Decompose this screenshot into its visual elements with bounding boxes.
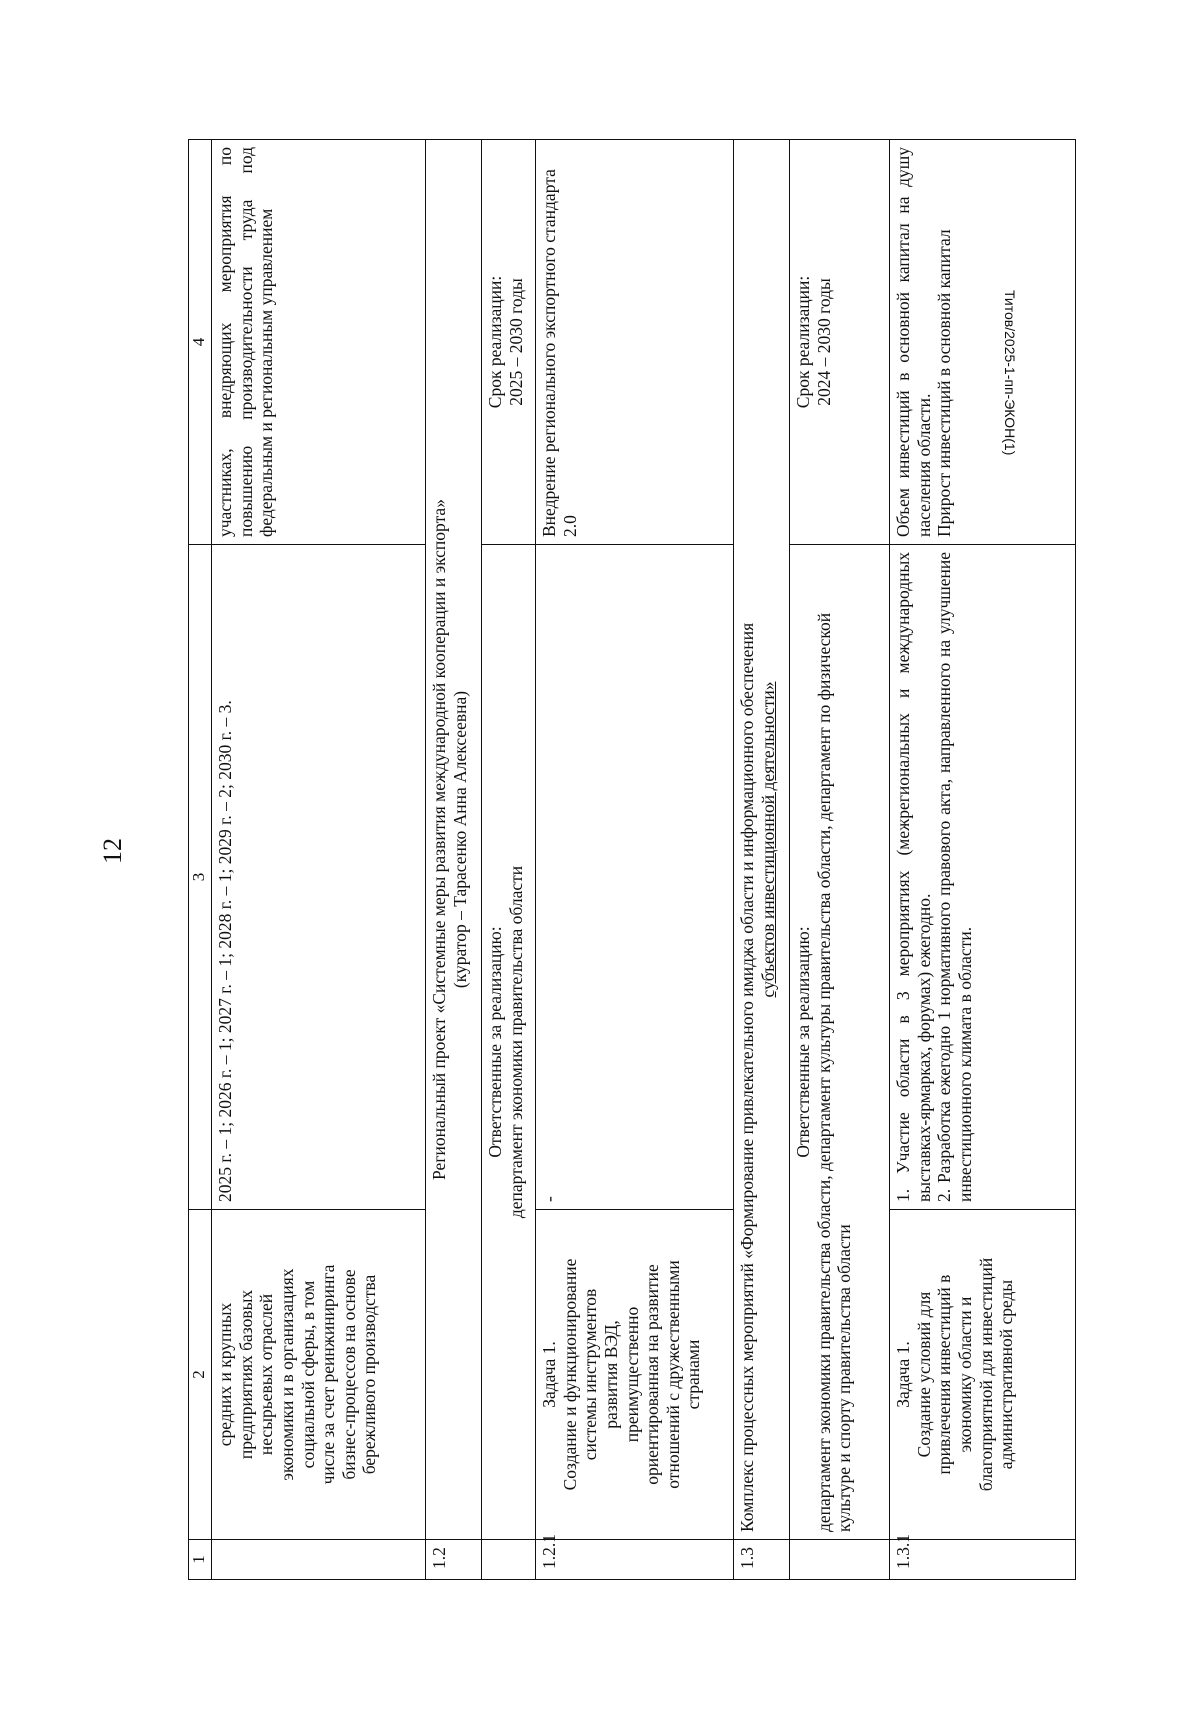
table-row-continuation [212,140,426,1580]
table-row-1-2-responsible [482,140,536,1580]
task-line: отношений с дружественными [662,1260,683,1489]
cell-number: 1.2 [426,1540,482,1580]
cell-number: 1.3 [734,1540,790,1580]
task-label: Задача 1. [539,1341,559,1408]
responsible-cell [482,545,536,1540]
responsible-label: Ответственные за реализацию: [793,926,813,1158]
table-row-1-3 [734,140,790,1580]
process-complex-title [734,140,790,1540]
page-number: 12 [98,838,127,864]
text-line: экономики и в организациях [276,1268,297,1481]
task-label: Задача 1. [893,1341,913,1408]
table-row-1-3-responsible [790,140,890,1580]
task-line: Создание и функционирование [559,1258,580,1491]
header-col-1: 1 [189,1540,212,1580]
text-line: средних и крупных [215,1302,235,1447]
complex-title-line: субъектов инвестиционной деятельности» [757,681,778,998]
table-row-1-2-1 [536,140,734,1580]
result-cell: - [536,545,734,1210]
task-line: благоприятной для инвестиций [975,1257,996,1492]
task-line: экономику области и [954,1296,975,1453]
project-curator: (куратор – Тарасенко Анна Алексеевна) [449,690,470,989]
text-line: бережливого производства [359,1274,380,1475]
responsible-value: департамент экономики правительства области [505,865,526,1219]
header-col-4: 4 [189,140,212,545]
text-line: несырьевых отраслей [256,1293,277,1456]
text-line: социальной сферы, в том [297,1280,318,1469]
complex-title-line: Комплекс процессных мероприятий «Формирование привлекательного имиджа области и информационного обеспечения [737,622,757,1532]
responsible-value: департамент экономики правительства области, департамент культуры правительства области, департамент по физической культуре и спорту правительства области [813,612,855,1532]
task-line: административной среды [996,1279,1017,1470]
text-line: бизнес-процессов на основе [338,1269,359,1480]
result-item: 2. Разработка ежегодно 1 нормативного правового акта, направленного на улучшение инвестиционного климата в области. [934,552,975,1202]
task-cell [536,1210,734,1540]
text-line: числе за счет реинжиниринга [318,1264,339,1485]
cell-continued-description [212,1210,426,1540]
cell-number-empty [790,1540,890,1580]
cell-number-empty [212,1540,426,1580]
term-label: Срок реализации: [485,275,505,409]
regional-project-title [426,140,482,1540]
task-line: привлечения инвестиций в [934,1274,955,1475]
indicators-cell [890,140,1076,545]
project-title-line: Региональный проект «Системные меры развития международной кооперации и экспорта» [429,499,449,1180]
results-cell [890,545,1076,1210]
task-cell [890,1210,1076,1540]
indicator-item: Объем инвестиций в основной капитал на душу населения области. [893,147,934,537]
table-container [188,140,1076,1580]
document-footer-code: Титов/2025-1-пп-ЭКОН(1) [1002,290,1018,456]
indicator-item: Прирост инвестиций в основной капитал [934,229,955,537]
table-row-1-3-1 [890,140,1076,1580]
term-cell [482,140,536,545]
responsible-label: Ответственные за реализацию: [485,926,505,1158]
cell-indicator: участниках, внедряющих мероприятия по повышению производительности труда под федеральным и региональным управлением [212,140,426,545]
task-line: ориентированная на развитие [642,1264,663,1485]
header-col-3: 3 [189,545,212,1210]
task-line: странами [683,1339,704,1410]
cell-number: 1.3.1 [890,1540,1076,1580]
plan-table [188,139,1076,1580]
table-row-1-2 [426,140,482,1580]
term-value: 2025 – 2030 годы [505,278,526,406]
term-cell [790,140,890,545]
task-line: системы инструментов [580,1288,601,1461]
text-line: предприятиях базовых [235,1289,256,1460]
result-item: 1. Участие области в 3 мероприятиях (межрегиональных и международных выставках-ярмарках, форумах) ежегодно. [893,552,934,1202]
term-label: Срок реализации: [793,275,813,409]
cell-number-empty [482,1540,536,1580]
responsible-cell [790,545,890,1540]
cell-annual-values: 2025 г. – 1; 2026 г. – 1; 2027 г. – 1; 2028 г. – 1; 2029 г. – 2; 2030 г. – 3. [212,545,426,1210]
task-line: преимущественно [621,1306,642,1443]
cell-number: 1.2.1 [536,1540,734,1580]
task-line: Создание условий для [913,1291,934,1458]
term-value: 2024 – 2030 годы [813,278,834,406]
header-row [189,140,212,1580]
indicator-cell: Внедрение регионального экспортного стандарта 2.0 [536,140,734,545]
task-line: развития ВЭД, [600,1320,621,1429]
header-col-2: 2 [189,1210,212,1540]
